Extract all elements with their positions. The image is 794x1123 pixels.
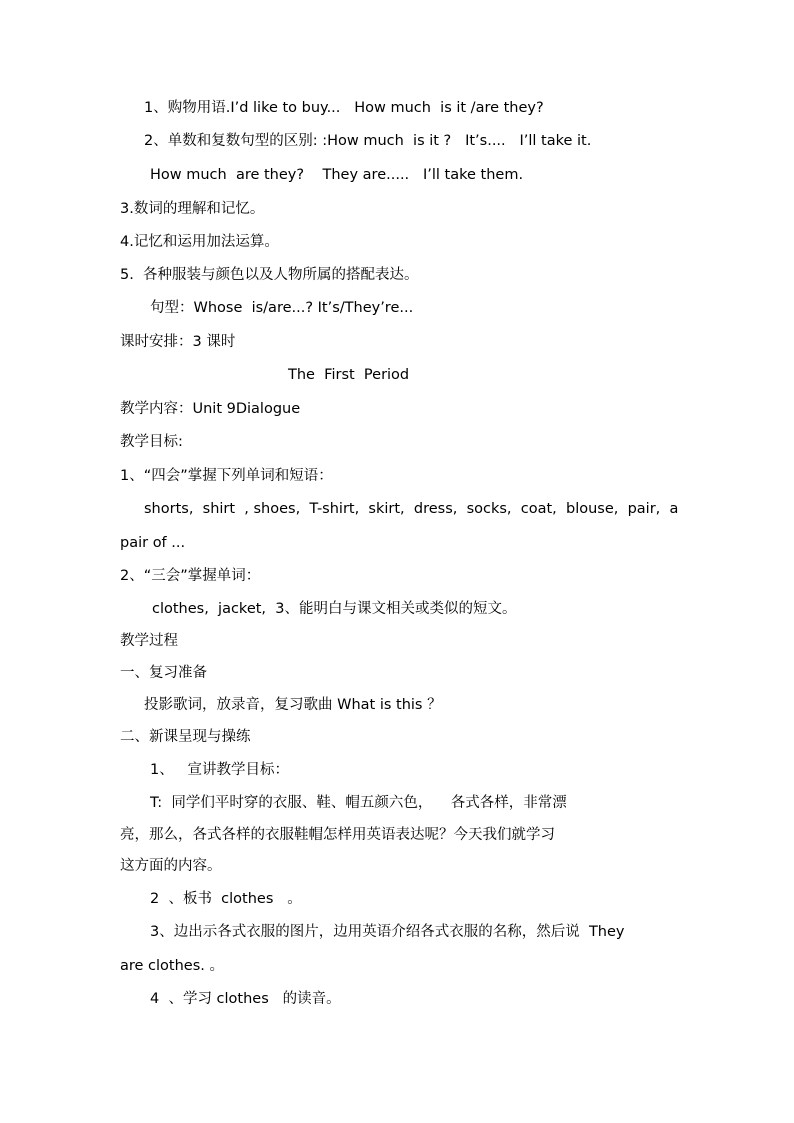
text-line-4: 3.数词的理解和记忆。 xyxy=(120,201,265,217)
text-line-2: 2、单数和复数句型的区别: :How much is it ? It’s.... I’ll take it. xyxy=(144,133,592,149)
text-line-25: 2 、板书 clothes 。 xyxy=(150,891,302,907)
text-line-24: 这方面的内容。 xyxy=(120,858,222,874)
text-line-5: 4.记忆和运用加法运算。 xyxy=(120,234,279,250)
text-line-19: 投影歌词，放录音，复习歌曲 What is this ？ xyxy=(144,697,442,713)
text-line-6: 5. 各种服装与颜色以及人物所属的搭配表达。 xyxy=(120,267,419,283)
text-line-27: are clothes. 。 xyxy=(120,958,224,974)
text-line-21: 1、 宣讲教学目标： xyxy=(150,762,290,778)
text-line-26: 3、边出示各式衣服的图片，边用英语介绍各式衣服的名称，然后说 They xyxy=(150,924,625,940)
text-line-28: 4 、学习 clothes 的读音。 xyxy=(150,991,341,1007)
text-line-15: 2、“三会”掌握单词： xyxy=(120,568,261,584)
text-line-11: 教学目标: xyxy=(120,434,183,450)
text-line-12: 1、“四会”掌握下列单词和短语： xyxy=(120,468,333,484)
text-line-1: 1、购物用语.I’d like to buy... How much is it /are they? xyxy=(144,100,544,116)
text-line-16: clothes, jacket, 3、能明白与课文相关或类似的短文。 xyxy=(152,601,517,617)
text-line-10: 教学内容：Unit 9Dialogue xyxy=(120,401,301,417)
text-line-8: 课时安排：3 课时 xyxy=(120,334,236,350)
section-title: The First Period xyxy=(288,367,410,383)
text-line-20: 二、新课呈现与操练 xyxy=(120,729,251,745)
text-line-13: shorts, shirt , shoes, T-shirt, skirt, dress, socks, coat, blouse, pair, a xyxy=(144,501,679,517)
text-line-18: 一、复习准备 xyxy=(120,665,207,681)
text-line-22: T: 同学们平时穿的衣服、鞋、帽五颜六色， 各式各样，非常漂 xyxy=(150,795,567,811)
text-line-7: 句型：Whose is/are...? It’s/They’re... xyxy=(150,300,414,316)
text-line-14: pair of ... xyxy=(120,535,186,551)
text-line-23: 亮，那么，各式各样的衣服鞋帽怎样用英语表达呢？今天我们就学习 xyxy=(120,827,555,843)
text-line-3: How much are they? They are..... I’ll take them. xyxy=(150,167,524,183)
text-line-17: 教学过程 xyxy=(120,633,178,649)
